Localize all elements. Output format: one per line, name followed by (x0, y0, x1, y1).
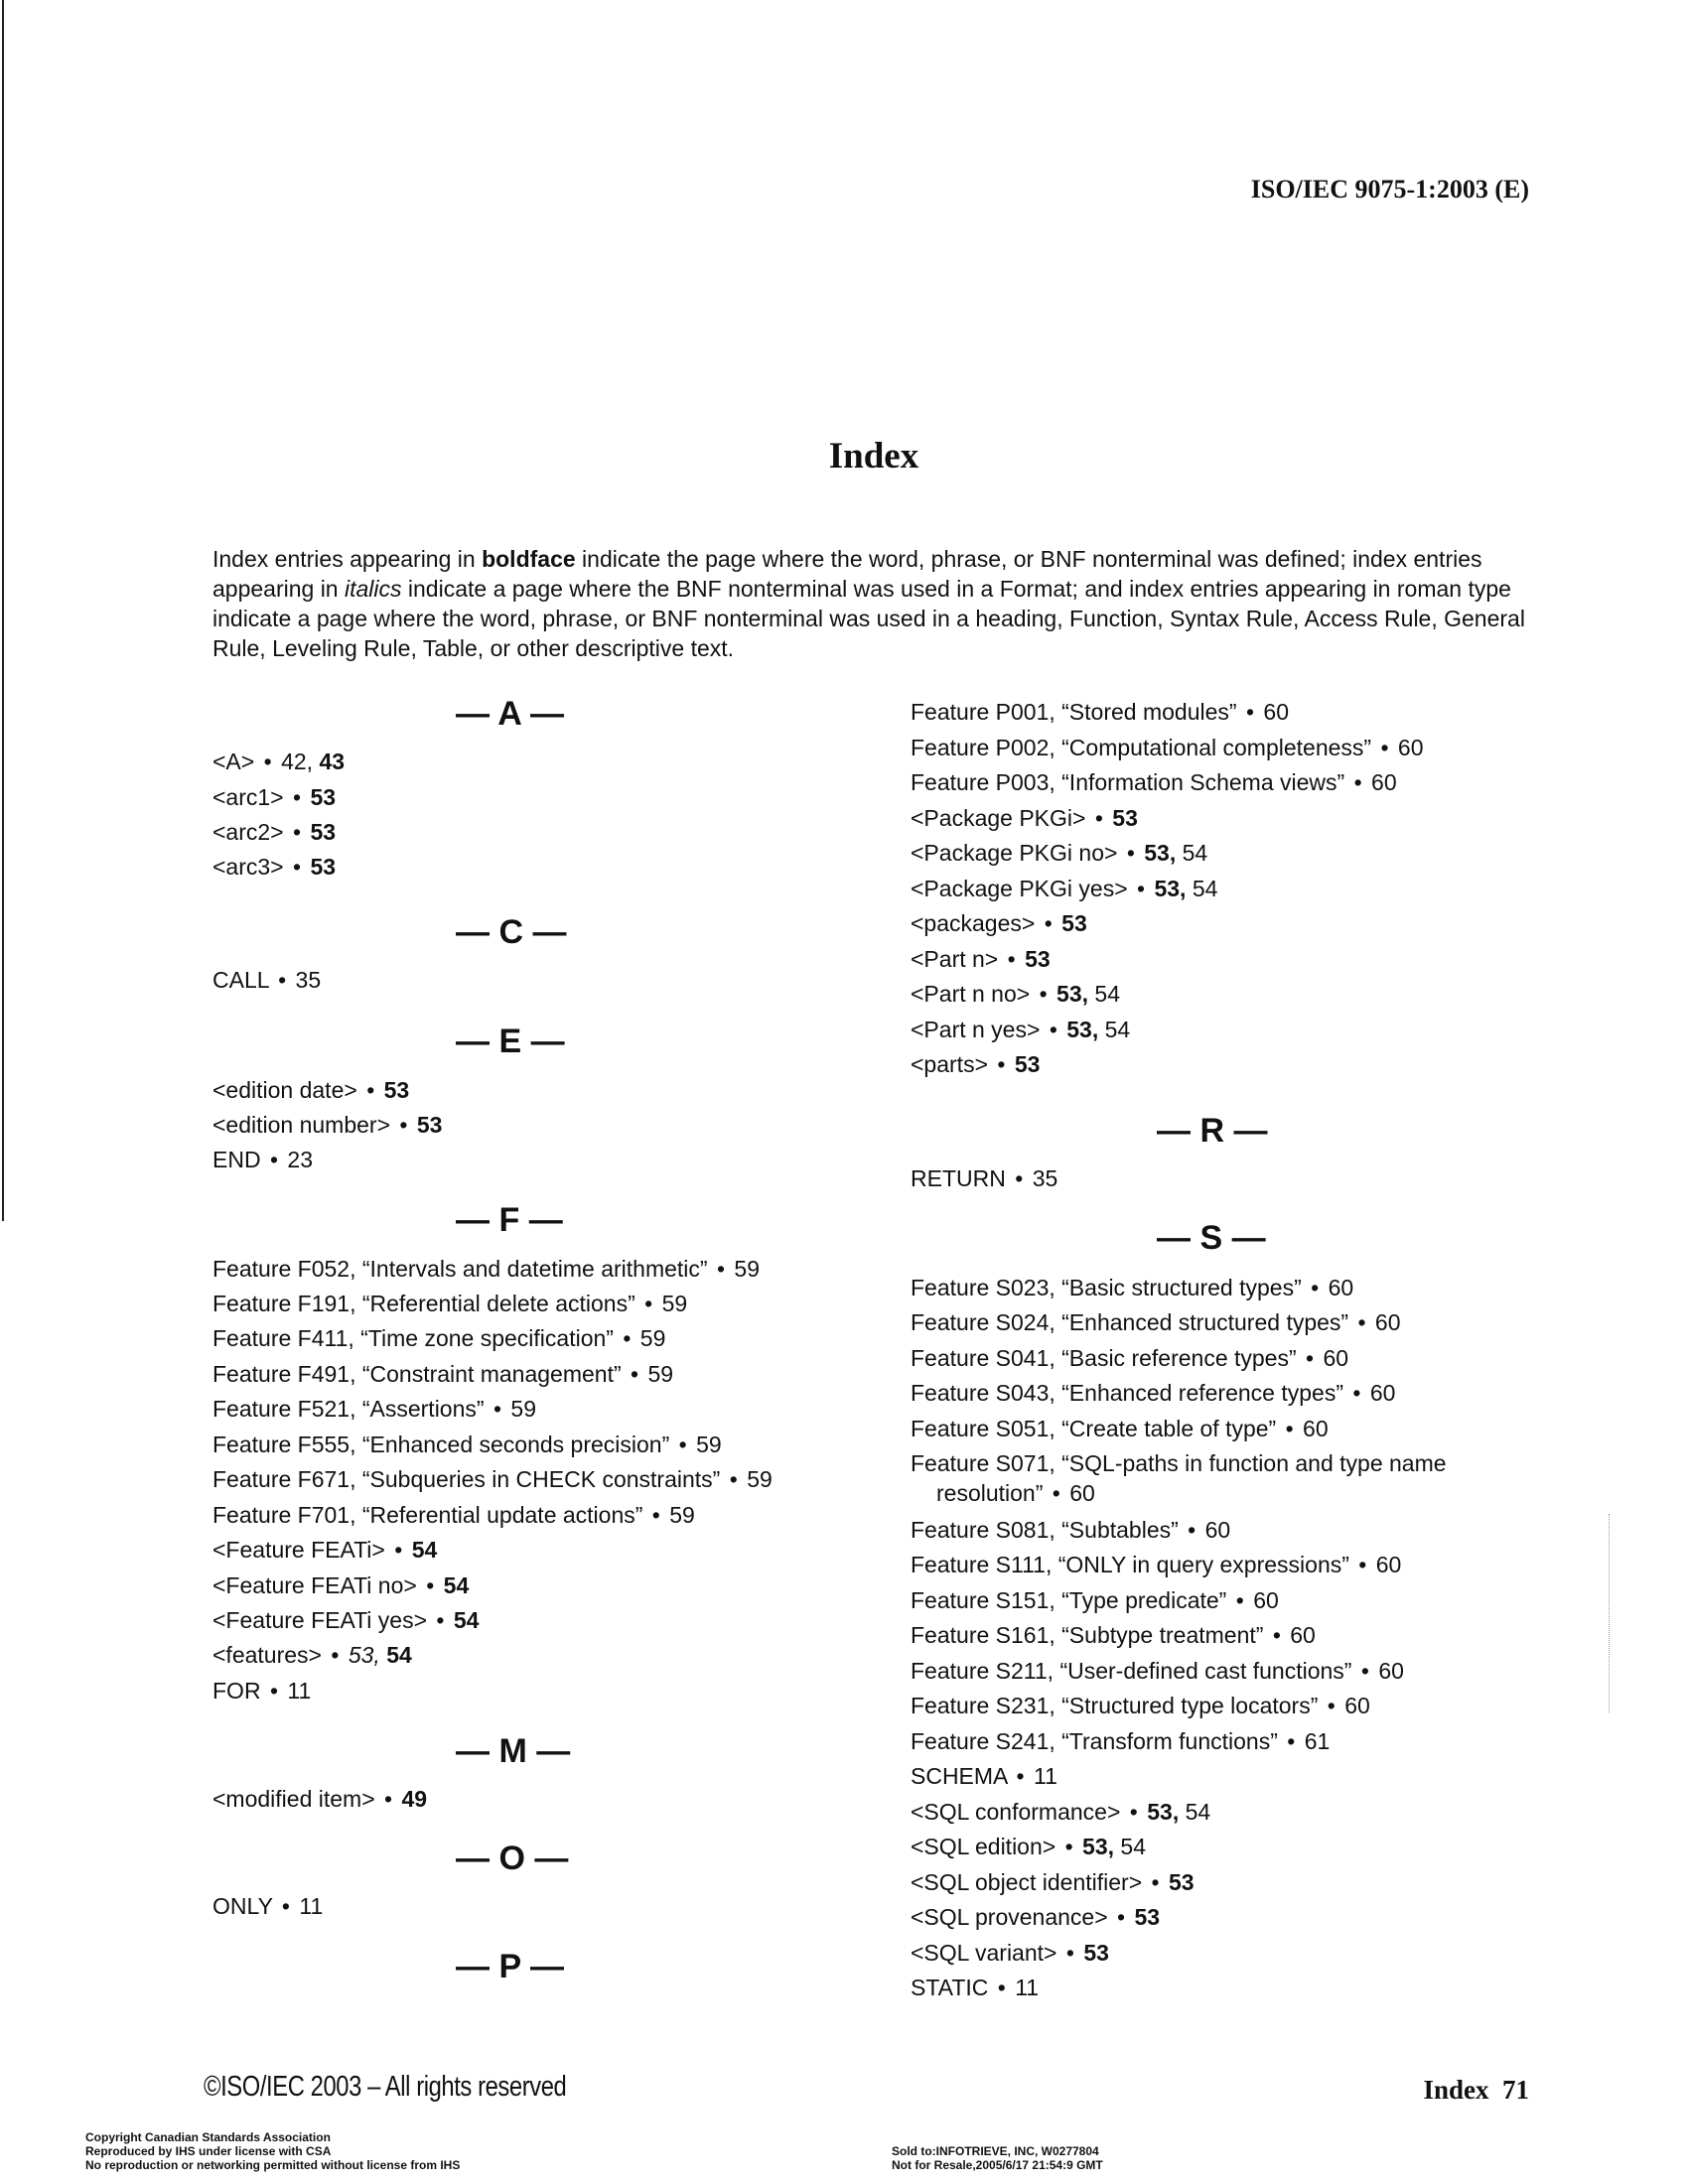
section-heading-r: — R — (1157, 1112, 1268, 1150)
index-entry: Feature P003, “Information Schema views” • 60 (911, 769, 1397, 795)
index-entry: Feature F191, “Referential delete actions” • 59 (212, 1291, 688, 1316)
index-entry: <SQL provenance> • 53 (911, 1904, 1161, 1930)
section-heading-f: — F — (456, 1201, 563, 1239)
index-entry: FOR • 11 (212, 1678, 312, 1704)
index-entry: Feature P001, “Stored modules” • 60 (911, 699, 1289, 725)
index-entry: <arc2> • 53 (212, 819, 337, 845)
index-entry: ONLY • 11 (212, 1893, 324, 1919)
index-entry: STATIC • 11 (911, 1975, 1040, 2000)
index-entry: <edition number> • 53 (212, 1112, 443, 1138)
index-entry: Feature S241, “Transform functions” • 61 (911, 1728, 1331, 1754)
index-entry: <features> • 53, 54 (212, 1642, 412, 1668)
scan-edge-line (2, 0, 4, 1221)
index-entry: Feature S161, “Subtype treatment” • 60 (911, 1622, 1316, 1648)
index-entry: Feature F671, “Subqueries in CHECK constraints” • 59 (212, 1466, 773, 1492)
license-notice: Copyright Canadian Standards Association Reproduced by IHS under license with CSA No reproduction or networking permitted without license from IHS (85, 2130, 461, 2172)
index-entry: Feature S041, “Basic reference types” • 60 (911, 1345, 1349, 1371)
index-entry: Feature S071, “SQL-paths in function and type name resolution” • 60 (911, 1450, 1447, 1506)
section-heading-e: — E — (456, 1023, 565, 1060)
section-heading-m: — M — (456, 1732, 571, 1770)
index-entry: SCHEMA • 11 (911, 1763, 1057, 1789)
document-id: ISO/IEC 9075-1:2003 (E) (1250, 175, 1529, 204)
index-entry: CALL • 35 (212, 967, 322, 993)
index-entry: <SQL conformance> • 53, 54 (911, 1799, 1211, 1825)
section-heading-a: — A — (456, 695, 564, 733)
index-entry: <Feature FEATi> • 54 (212, 1537, 438, 1563)
index-intro: Index entries appearing in boldface indicate the page where the word, phrase, or BNF nonterminal was defined; index entries appearing in italics indicate a page where the BNF nonterminal was used in a Format; and index entries appearing in roman type indicate a page where the word, phrase, or BNF nonterminal was used in a heading, Function, Syntax Rule, Access Rule, General Rule, Leveling Rule, Table, or other descriptive text. (212, 546, 1525, 661)
index-entry: Feature F701, “Referential update actions” • 59 (212, 1502, 695, 1528)
scan-artifact-dots (1609, 1514, 1614, 1712)
index-entry: <SQL edition> • 53, 54 (911, 1834, 1147, 1859)
index-entry: Feature S151, “Type predicate” • 60 (911, 1587, 1279, 1613)
index-entry: Feature S051, “Create table of type” • 60 (911, 1416, 1329, 1441)
index-entry: RETURN • 35 (911, 1165, 1058, 1191)
section-heading-c: — C — (456, 913, 567, 951)
index-entry: Feature S211, “User-defined cast functions” • 60 (911, 1658, 1404, 1684)
index-entry: Feature S024, “Enhanced structured types” • 60 (911, 1309, 1401, 1335)
index-entry: Feature S231, “Structured type locators” • 60 (911, 1693, 1370, 1718)
index-entry: <Package PKGi yes> • 53, 54 (911, 876, 1218, 901)
index-entry: <modified item> • 49 (212, 1786, 428, 1812)
index-entry: <parts> • 53 (911, 1051, 1041, 1077)
index-entry: <SQL variant> • 53 (911, 1940, 1109, 1966)
index-entry: <SQL object identifier> • 53 (911, 1869, 1195, 1895)
index-entry: <Part n no> • 53, 54 (911, 981, 1121, 1007)
index-entry: END • 23 (212, 1147, 313, 1172)
index-entry: Feature S043, “Enhanced reference types” • 60 (911, 1380, 1396, 1406)
index-entry: <Feature FEATi yes> • 54 (212, 1607, 480, 1633)
index-entry: Feature S081, “Subtables” • 60 (911, 1517, 1231, 1543)
index-entry: <Feature FEATi no> • 54 (212, 1572, 470, 1598)
footer-copyright: ©ISO/IEC 2003 – All rights reserved (204, 2071, 567, 2103)
index-entry: Feature F521, “Assertions” • 59 (212, 1396, 536, 1422)
index-entry: Feature S111, “ONLY in query expressions” • 60 (911, 1552, 1402, 1577)
index-entry: Feature P002, “Computational completeness” • 60 (911, 735, 1424, 760)
index-entry: <edition date> • 53 (212, 1077, 410, 1103)
section-heading-o: — O — (456, 1840, 569, 1877)
index-entry: Feature S023, “Basic structured types” • 60 (911, 1275, 1354, 1300)
index-entry: <A> • 42, 43 (212, 749, 346, 774)
index-entry: <packages> • 53 (911, 910, 1087, 936)
index-entry: <Part n yes> • 53, 54 (911, 1017, 1131, 1042)
section-heading-p: — P — (456, 1948, 564, 1985)
sale-notice: Sold to:INFOTRIEVE, INC, W0277804 Not for Resale,2005/6/17 21:54:9 GMT (892, 2144, 1103, 2172)
index-entry: Feature F052, “Intervals and datetime arithmetic” • 59 (212, 1256, 760, 1282)
index-entry: <Part n> • 53 (911, 946, 1051, 972)
section-heading-s: — S — (1157, 1219, 1266, 1257)
index-entry: <arc1> • 53 (212, 784, 337, 810)
index-entry: Feature F411, “Time zone specification” • 59 (212, 1325, 666, 1351)
index-entry: Feature F555, “Enhanced seconds precision” • 59 (212, 1432, 722, 1457)
footer-page-number: Index 71 (1423, 2075, 1529, 2105)
index-entry: <arc3> • 53 (212, 854, 337, 880)
intro-italic-word: italics (345, 576, 402, 602)
intro-bold-word: boldface (482, 546, 576, 572)
index-entry: Feature F491, “Constraint management” • 59 (212, 1361, 674, 1387)
index-entry: <Package PKGi no> • 53, 54 (911, 840, 1208, 866)
page-title: Index (828, 436, 919, 477)
index-entry: <Package PKGi> • 53 (911, 805, 1138, 831)
